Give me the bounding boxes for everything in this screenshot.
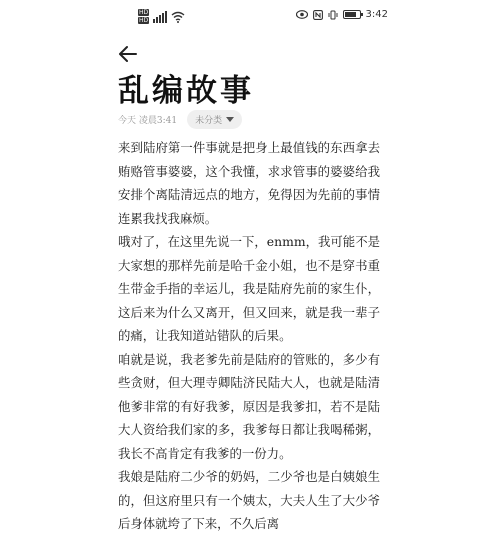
status-time: 3:42 bbox=[365, 9, 388, 20]
note-title[interactable]: 乱编故事 bbox=[118, 73, 254, 109]
sim-indicator bbox=[138, 9, 149, 24]
back-button[interactable] bbox=[114, 40, 142, 68]
note-body[interactable] bbox=[118, 136, 380, 536]
folder-label: 未分类 bbox=[195, 116, 223, 126]
battery-icon bbox=[343, 10, 361, 19]
note-paragraph: 哦对了，在这里先说一下，enmm，我可能不是大家想的那样先前是哈千金小姐，也不是穿书重生带金手指的幸运儿，我是陆府先前的家生仆，这后来为什么又离开，但又回来，就是我一辈子的痛，让我知道站错队的后果。 bbox=[118, 234, 380, 343]
sim2-tag: HD bbox=[139, 17, 149, 24]
wifi-icon bbox=[171, 11, 185, 23]
note-paragraph: 咱就是说，我老爹先前是陆府的管账的，多少有些贪财，但大理寺卿陆济民陆大人，也就是陆清他爹非常的有好我爹，原因是我爹扣，若不是陆大人资给我们家的多，我爹每日都让我喝稀粥，我长不高肯定有我爹的一份力。 bbox=[118, 351, 380, 461]
nfc-icon bbox=[313, 10, 323, 20]
caret-down-icon bbox=[226, 117, 234, 122]
note-meta bbox=[118, 110, 242, 129]
eye-comfort-icon bbox=[296, 10, 308, 19]
sim1-tag: HD bbox=[139, 9, 149, 16]
arrow-left-icon bbox=[114, 40, 142, 68]
cell-signal-icon bbox=[153, 11, 167, 23]
battery-fill bbox=[345, 12, 356, 17]
note-paragraph: 我娘是陆府二少爷的奶妈，二少爷也是白姨娘生的，但这府里只有一个姨太，大夫人生了大少爷后身体就垮了下来，不久后离 bbox=[118, 469, 380, 531]
note-paragraph: 来到陆府第一件事就是把身上最值钱的东西拿去贿赂管事婆婆，这个我懂，求求管事的婆婆给我安排个离陆清远点的地方，免得因为先前的事情连累我找我麻烦。 bbox=[118, 140, 380, 226]
note-date: 今天 凌晨3:41 bbox=[118, 116, 178, 126]
folder-selector[interactable] bbox=[187, 110, 242, 129]
status-right-group bbox=[296, 9, 388, 20]
status-bar bbox=[0, 0, 500, 34]
vibrate-icon bbox=[328, 10, 338, 20]
status-left-group bbox=[138, 9, 185, 24]
